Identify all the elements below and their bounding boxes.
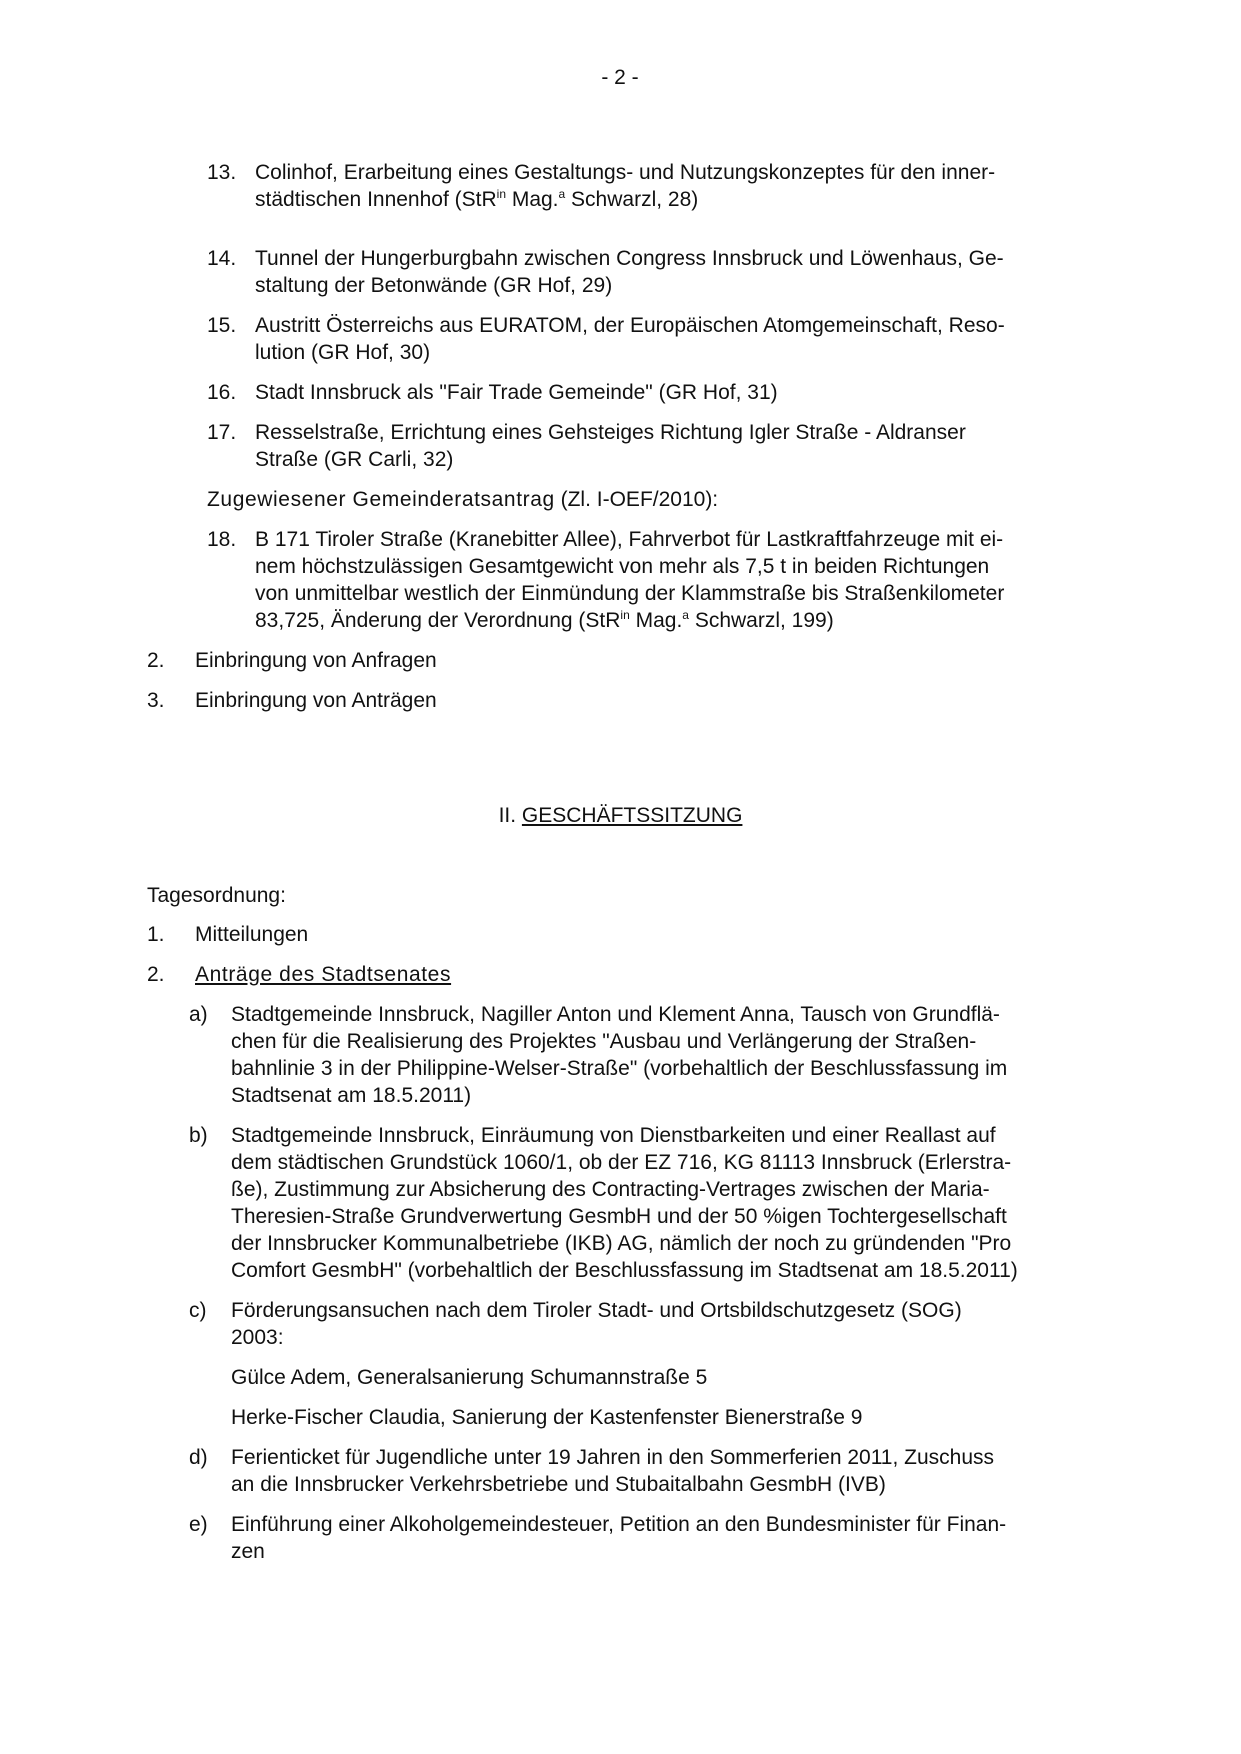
- funding-entry: Herke-Fischer Claudia, Sanierung der Kastenfenster Bienerstraße 9: [231, 1406, 863, 1429]
- sub-item-text: [231, 1511, 1061, 1565]
- sub-item-label: d): [189, 1446, 208, 1469]
- item-number: 17.: [207, 421, 237, 444]
- funding-entry: Gülce Adem, Generalsanierung Schumannstraße 5: [231, 1366, 708, 1389]
- sub-item-line: zen: [231, 1540, 265, 1563]
- item-number: 18.: [207, 528, 237, 551]
- item-line: 83,725, Änderung der Verordnung (StR$^{in}$ Mag.$^a$ Schwarzl, 199): [255, 608, 834, 632]
- item-line: Resselstraße, Errichtung eines Gehsteiges Richtung Igler Straße - Aldranser: [255, 421, 966, 444]
- item-line: lution (GR Hof, 30): [255, 341, 431, 364]
- item-line: Colinhof, Erarbeitung eines Gestaltungs- und Nutzungskonzeptes für den inner-: [255, 161, 996, 184]
- sub-item-line: Ferienticket für Jugendliche unter 19 Jahren in den Sommerferien 2011, Zuschuss: [231, 1446, 995, 1469]
- sub-item-line: Einführung einer Alkoholgemeindesteuer, Petition an den Bundesminister für Finan-: [231, 1513, 1007, 1536]
- item-line: Straße (GR Carli, 32): [255, 448, 454, 471]
- item-number: 2.: [147, 649, 165, 672]
- item-text: [255, 419, 1085, 473]
- item-number: 3.: [147, 689, 165, 712]
- sub-item-label: c): [189, 1299, 207, 1322]
- agenda-label: Tagesordnung:: [147, 884, 286, 907]
- sub-item-line: ße), Zustimmung zur Absicherung des Contracting-Vertrages zwischen der Maria-: [231, 1178, 990, 1201]
- sub-item-text: [231, 1297, 1061, 1351]
- sub-item-line: Theresien-Straße Grundverwertung GesmbH und der 50 %igen Tochtergesellschaft: [231, 1205, 1007, 1228]
- sub-item-line: bahnlinie 3 in der Philippine-Welser-Straße" (vorbehaltlich der Beschlussfassung im: [231, 1057, 1008, 1080]
- item-line: staltung der Betonwände (GR Hof, 29): [255, 274, 613, 297]
- sub-item-label: a): [189, 1003, 208, 1026]
- sub-item-line: dem städtischen Grundstück 1060/1, ob der EZ 716, KG 81113 Innsbruck (Erlerstra-: [231, 1151, 1012, 1174]
- agenda-text: Anträge des Stadtsenates: [195, 963, 452, 986]
- sub-item-label: b): [189, 1124, 208, 1147]
- sub-item-text: [231, 1444, 1061, 1498]
- item-line: nem höchstzulässigen Gesamtgewicht von mehr als 7,5 t in beiden Richtungen: [255, 555, 990, 578]
- agenda-number: 1.: [147, 923, 165, 946]
- item-number: 14.: [207, 247, 237, 270]
- page-number: - 2 -: [601, 66, 639, 89]
- sub-item-text: [231, 1122, 1111, 1284]
- item-text: [255, 379, 1085, 406]
- sub-item-label: e): [189, 1513, 208, 1536]
- item-line: städtischen Innenhof (StR$^{in}$ Mag.$^a$ Schwarzl, 28): [255, 187, 699, 211]
- sub-item-line: Stadtgemeinde Innsbruck, Einräumung von Dienstbarkeiten und einer Reallast auf: [231, 1124, 996, 1147]
- item-number: 16.: [207, 381, 237, 404]
- sub-item-line: Stadtgemeinde Innsbruck, Nagiller Anton und Klement Anna, Tausch von Grundflä-: [231, 1003, 1000, 1026]
- item-text: [255, 159, 1085, 213]
- item-text: Einbringung von Anfragen: [195, 649, 437, 672]
- item-line: Tunnel der Hungerburgbahn zwischen Congress Innsbruck und Löwenhaus, Ge-: [255, 247, 1004, 270]
- item-line: Stadt Innsbruck als "Fair Trade Gemeinde" (GR Hof, 31): [255, 381, 778, 404]
- sub-item-line: 2003:: [231, 1326, 284, 1349]
- item-text: [255, 312, 1085, 366]
- sub-item-line: an die Innsbrucker Verkehrsbetriebe und Stubaitalbahn GesmbH (IVB): [231, 1473, 886, 1496]
- item-text: [255, 526, 1085, 634]
- section-title: II. GESCHÄFTSSITZUNG: [498, 804, 743, 827]
- assigned-heading: Zugewiesener Gemeinderatsantrag (Zl. I-OEF/2010):: [207, 488, 719, 511]
- sub-item-line: Comfort GesmbH" (vorbehaltlich der Beschlussfassung im Stadtsenat am 18.5.2011): [231, 1259, 1018, 1282]
- item-text: Einbringung von Anträgen: [195, 689, 437, 712]
- sub-item-line: Förderungsansuchen nach dem Tiroler Stadt- und Ortsbildschutzgesetz (SOG): [231, 1299, 962, 1322]
- item-line: Austritt Österreichs aus EURATOM, der Europäischen Atomgemeinschaft, Reso-: [255, 314, 1005, 337]
- item-line: B 171 Tiroler Straße (Kranebitter Allee), Fahrverbot für Lastkraftfahrzeuge mit ei-: [255, 528, 1004, 551]
- agenda-text: Mitteilungen: [195, 923, 309, 946]
- agenda-number: 2.: [147, 963, 165, 986]
- item-number: 15.: [207, 314, 237, 337]
- sub-item-text: [231, 1001, 1091, 1109]
- sub-item-line: Stadtsenat am 18.5.2011): [231, 1084, 472, 1107]
- item-line: von unmittelbar westlich der Einmündung der Klammstraße bis Straßenkilometer: [255, 582, 1005, 605]
- sub-item-line: der Innsbrucker Kommunalbetriebe (IKB) AG, nämlich der noch zu gründenden "Pro: [231, 1232, 1012, 1255]
- item-number: 13.: [207, 161, 237, 184]
- item-text: [255, 245, 1085, 299]
- sub-item-line: chen für die Realisierung des Projektes "Ausbau und Verlängerung der Straßen-: [231, 1030, 977, 1053]
